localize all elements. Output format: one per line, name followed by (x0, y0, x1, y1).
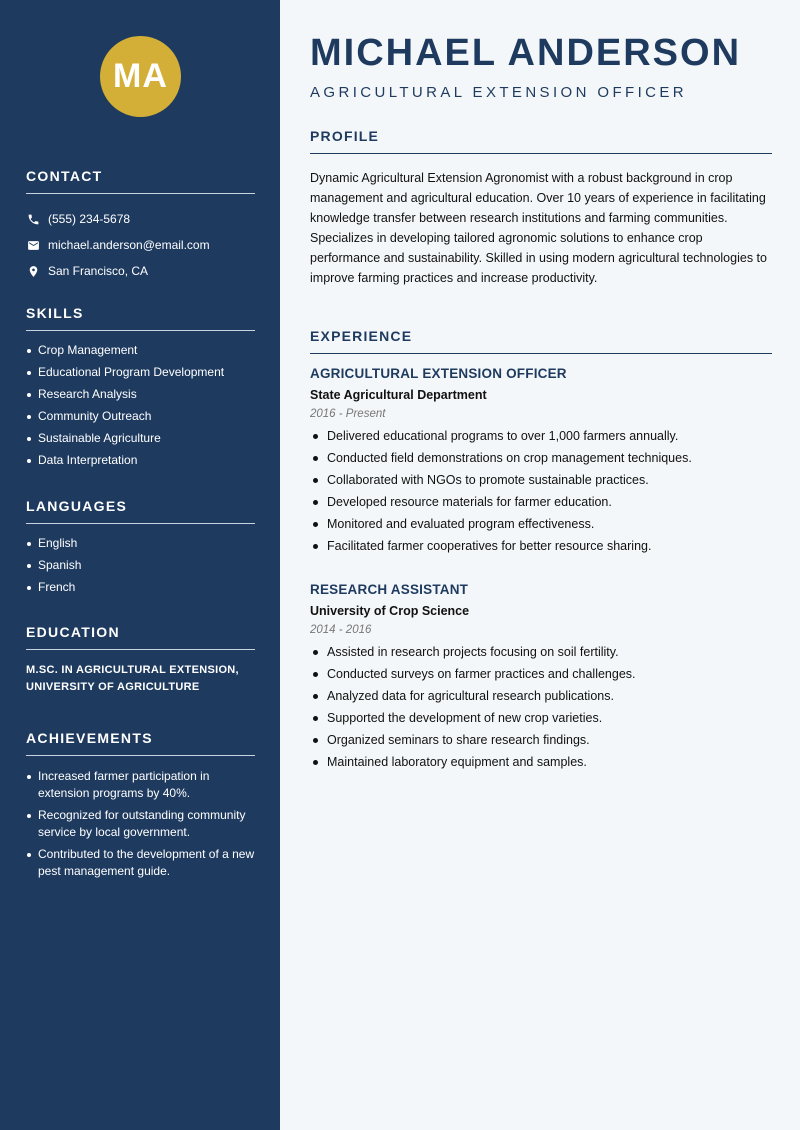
achievements-list (26, 768, 255, 880)
profile-text: Dynamic Agricultural Extension Agronomist with a robust background in crop management and agricultural education. Over 10 years of experience in facilitating knowledge transfer between research institutions and farming communities. Specializes in developing tailored agronomic solutions to enhance crop performance and sustainability. Skilled in using modern agricultural technologies to improve farming practices and increase productivity. (310, 171, 767, 285)
education-section (26, 624, 255, 696)
education-heading: EDUCATION (26, 624, 255, 650)
experience-section (310, 328, 772, 354)
job-bullet: Facilitated farmer cooperatives for better resource sharing. (310, 539, 772, 554)
email-icon (26, 238, 40, 252)
profile-section (310, 128, 772, 288)
contact-email (26, 232, 255, 258)
job-company: State Agricultural Department (310, 388, 487, 402)
job-bullet: Developed resource materials for farmer education. (310, 495, 772, 510)
experience-entry (310, 366, 772, 561)
job-dates: 2016 - Present (310, 408, 386, 420)
job-bullet: Conducted surveys on farmer practices and challenges. (310, 667, 772, 682)
job-role: RESEARCH ASSISTANT (310, 582, 469, 597)
job-bullets (310, 645, 772, 770)
skills-heading: SKILLS (26, 305, 255, 331)
job-dates: 2014 - 2016 (310, 624, 372, 636)
skill-item: Research Analysis (26, 387, 255, 402)
education-school: UNIVERSITY OF AGRICULTURE (26, 681, 200, 693)
candidate-name: MICHAEL ANDERSON (310, 32, 742, 74)
profile-heading: PROFILE (310, 128, 772, 154)
skill-item: Community Outreach (26, 409, 255, 424)
contact-section (26, 168, 255, 284)
email-text[interactable]: michael.anderson@email.com (48, 238, 210, 252)
job-bullet: Organized seminars to share research findings. (310, 733, 772, 748)
job-bullet: Analyzed data for agricultural research publications. (310, 689, 772, 704)
location-pin-icon (26, 264, 40, 278)
phone-text: (555) 234-5678 (48, 212, 131, 226)
achievement-item: Contributed to the development of a new pest management guide. (26, 846, 255, 880)
skill-item: Data Interpretation (26, 453, 255, 468)
achievement-item: Increased farmer participation in extension programs by 40%. (26, 768, 255, 802)
phone-icon (26, 212, 40, 226)
location-text: San Francisco, CA (48, 264, 149, 278)
skill-item: Crop Management (26, 343, 255, 358)
job-bullet: Collaborated with NGOs to promote sustainable practices. (310, 473, 772, 488)
experience-heading: EXPERIENCE (310, 328, 772, 354)
languages-list (26, 536, 255, 595)
contact-heading: CONTACT (26, 168, 255, 194)
job-bullet: Monitored and evaluated program effectiveness. (310, 517, 772, 532)
skills-list (26, 343, 255, 468)
contact-location (26, 258, 255, 284)
job-bullet: Assisted in research projects focusing on soil fertility. (310, 645, 772, 660)
language-item: English (26, 536, 255, 551)
achievements-section (26, 730, 255, 885)
skill-item: Educational Program Development (26, 365, 255, 380)
job-bullet: Maintained laboratory equipment and samples. (310, 755, 772, 770)
achievements-heading: ACHIEVEMENTS (26, 730, 255, 756)
sidebar (0, 0, 280, 1130)
job-bullet: Conducted field demonstrations on crop management techniques. (310, 451, 772, 466)
candidate-title: AGRICULTURAL EXTENSION OFFICER (310, 84, 688, 101)
skills-section (26, 305, 255, 475)
job-bullet: Delivered educational programs to over 1,000 farmers annually. (310, 429, 772, 444)
experience-entry (310, 582, 772, 777)
language-item: Spanish (26, 558, 255, 573)
job-bullets (310, 429, 772, 554)
language-item: French (26, 580, 255, 595)
education-degree: M.SC. IN AGRICULTURAL EXTENSION, (26, 664, 239, 676)
achievement-item: Recognized for outstanding community service by local government. (26, 807, 255, 841)
job-role: AGRICULTURAL EXTENSION OFFICER (310, 366, 567, 381)
job-bullet: Supported the development of new crop varieties. (310, 711, 772, 726)
languages-section (26, 498, 255, 602)
languages-heading: LANGUAGES (26, 498, 255, 524)
avatar: MA (100, 36, 181, 117)
contact-phone (26, 206, 255, 232)
job-company: University of Crop Science (310, 604, 470, 618)
skill-item: Sustainable Agriculture (26, 431, 255, 446)
